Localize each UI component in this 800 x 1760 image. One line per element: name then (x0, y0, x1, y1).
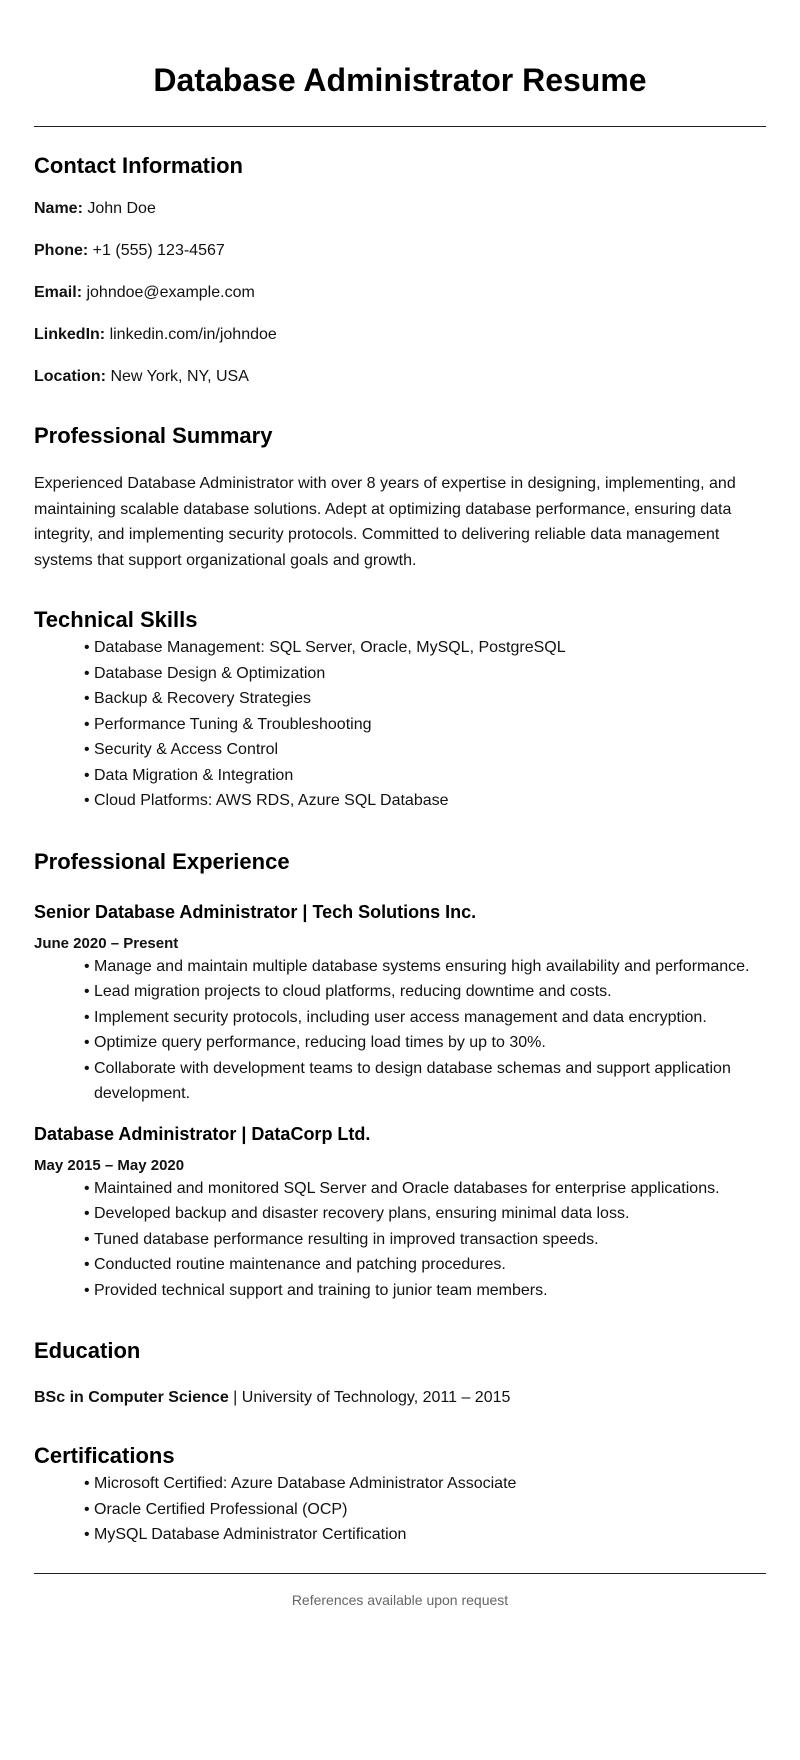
education-entry (34, 1388, 766, 1408)
list-item: • Implement security protocols, including user access management and data encryption. (84, 1005, 766, 1031)
contact-label: LinkedIn: (34, 326, 106, 343)
contact-label: Phone: (34, 242, 89, 259)
contact-value: +1 (555) 123-4567 (92, 242, 225, 259)
experience-section (34, 847, 766, 1304)
list-item: • Maintained and monitored SQL Server and Oracle databases for enterprise applications. (84, 1176, 766, 1202)
certifications-section (34, 1441, 766, 1548)
education-degree: BSc in Computer Science (34, 1389, 229, 1406)
contact-linkedin (34, 325, 766, 345)
contact-label: Email: (34, 284, 83, 301)
list-item: • Security & Access Control (84, 737, 766, 763)
list-item: • Microsoft Certified: Azure Database Administrator Associate (84, 1471, 766, 1497)
experience-heading: Professional Experience (34, 848, 290, 874)
list-item: • Performance Tuning & Troubleshooting (84, 712, 766, 738)
list-item: • Provided technical support and training to junior team members. (84, 1278, 766, 1304)
education-heading: Education (34, 1338, 141, 1363)
education-details: | University of Technology, 2011 – 2015 (228, 1389, 511, 1406)
summary-section (34, 421, 766, 573)
contact-value: New York, NY, USA (110, 368, 249, 385)
skills-heading: Technical Skills (34, 607, 198, 632)
summary-heading: Professional Summary (34, 423, 273, 448)
footer-note: References available upon request (291, 1591, 509, 1608)
list-item: • MySQL Database Administrator Certification (84, 1522, 766, 1548)
list-item: • Backup & Recovery Strategies (84, 686, 766, 712)
job-entry (34, 900, 766, 1107)
footer-divider (34, 1573, 766, 1574)
list-item: • Oracle Certified Professional (OCP) (84, 1497, 766, 1523)
job-title: Senior Database Administrator | Tech Solutions Inc. (34, 901, 477, 922)
contact-value: johndoe@example.com (86, 284, 255, 301)
list-item: • Conducted routine maintenance and patching procedures. (84, 1252, 766, 1278)
summary-text: Experienced Database Administrator with over 8 years of expertise in designing, implementing, and maintaining scalable database solutions. Adept at optimizing database performance, ensuring data integrity, and implementing security protocols. Committed to delivering reliable data management systems that support organizational goals and growth. (34, 475, 736, 569)
page-title: Database Administrator Resume (153, 62, 647, 98)
contact-email (34, 283, 766, 303)
list-item: • Data Migration & Integration (84, 763, 766, 789)
certifications-list (34, 1471, 766, 1548)
contact-location (34, 367, 766, 387)
header-divider (34, 126, 766, 127)
contact-name (34, 199, 766, 219)
list-item: • Collaborate with development teams to design database schemas and support application development. (84, 1056, 766, 1107)
job-dates: June 2020 – Present (34, 934, 179, 952)
education-section (34, 1336, 766, 1408)
list-item: • Cloud Platforms: AWS RDS, Azure SQL Database (84, 788, 766, 814)
list-item: • Database Management: SQL Server, Oracle, MySQL, PostgreSQL (84, 635, 766, 661)
job-entry (34, 1122, 766, 1304)
list-item: • Tuned database performance resulting in improved transaction speeds. (84, 1227, 766, 1253)
list-item: • Lead migration projects to cloud platforms, reducing downtime and costs. (84, 979, 766, 1005)
list-item: • Developed backup and disaster recovery plans, ensuring minimal data loss. (84, 1201, 766, 1227)
contact-section (34, 151, 766, 387)
contact-heading: Contact Information (34, 153, 243, 178)
list-item: • Database Design & Optimization (84, 661, 766, 687)
skills-section (34, 605, 766, 814)
list-item: • Optimize query performance, reducing load times by up to 30%. (84, 1030, 766, 1056)
job-bullets (34, 954, 766, 1107)
contact-value: John Doe (87, 200, 156, 217)
certifications-heading: Certifications (34, 1443, 175, 1468)
job-dates: May 2015 – May 2020 (34, 1156, 185, 1174)
contact-label: Location: (34, 368, 106, 385)
list-item: • Manage and maintain multiple database systems ensuring high availability and performance. (84, 954, 766, 980)
skills-list (34, 635, 766, 814)
contact-value: linkedin.com/in/johndoe (109, 326, 277, 343)
job-title: Database Administrator | DataCorp Ltd. (34, 1123, 371, 1144)
job-bullets (34, 1176, 766, 1304)
contact-label: Name: (34, 200, 83, 217)
contact-phone (34, 241, 766, 261)
